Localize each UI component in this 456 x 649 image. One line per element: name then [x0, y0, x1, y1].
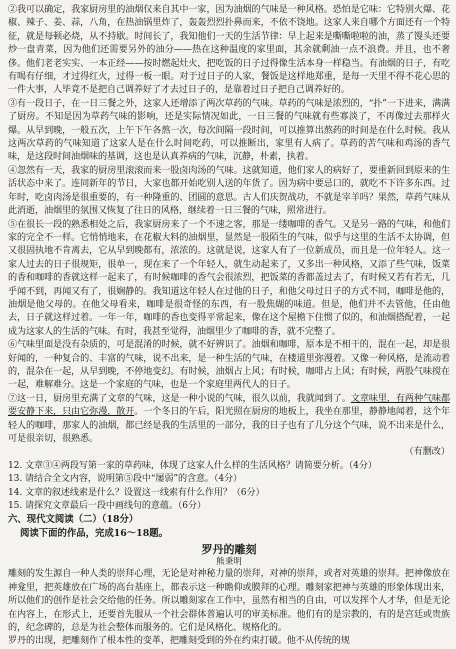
paragraph-5: ⑤在很长一段的熟悉相处之后，我家厨房来了一个不速之客，那是一缕咖啡的香气。又是另一路的气味，和他们家的完全不一样。它悄悄地来，在花椒大料的油烟里，显然是一股陌生的气味，似乎与这里的生活不太协调，但又很固执地不肯离去，它从早到晚都有，浓浓的。这就是说，这家人有了一位新成员，而且是一位年轻人。这一家人过去的日子很规矩，很单一，现在来了一个年轻人，就生动起来了，又多出一种风格，又添了些气味，饭菜的香和咖啡的香就这样一起来了，有时候咖啡的香气会很浓烈，把饭菜的香都盖过去了，有时候又若有若无，几乎闻不到，再闻又有了，很娴静的。我知道这年轻人在过他的日子，和他父母过日子的方式不同，咖啡是他的，油烟是他父母的。在他父母看来，咖啡是很奇怪的东西，有一股焦煳的味道。但是，他们并不去管他，任由他去，日子就这样过着。一年一年，咖啡的香也变得平常起来，像在这个屋檐下住惯了似的，和油烟搭配着，一起成为这家人的生活的气味。有时，我甚至觉得，油烟里少了咖啡的香，就不完整了。 — [8, 219, 450, 337]
section-instruction: 阅读下面的作品，完成16～18题。 — [20, 528, 168, 540]
paragraph-7-lead: ⑦这一日，厨房里充满了文章的气味，这是一种小说的气味，很久以前，我就闻到了。 — [8, 393, 351, 404]
question-12: 12. 文章③④两段写第一家的草药味，体现了这家人什么样的生活风格？请简要分析。（4分） — [8, 460, 377, 471]
article-title: 罗丹的雕刻 — [201, 543, 257, 557]
paragraph-2: ②我可以确定，我家厨房里的油烟仅来自其中一家，因为油烟的气味是一种风格。恐怕是它味：它特别火爆、花椒、辣子、姜、蒜，八角，在热油锅里炸了，轰轰烈烈扑鼻而来，不依不饶地。这家人来自哪个方面还有一个特征，就是每顿必烧，从不持歇。时间长了，我知他们一天的生活节律：早上起来是嘶嘶啦啦的油，蒸了馒头还要炒一盘青菜，因为他们还需要另外的油分——热在这种温度的家里面，其余就剩油一点不浪费。并且，也不奢侈。他们老老实实、一本正经——按时燃起灶火，把吃饭的日子过得像生活本身一样稳当。有油烟的日子，有吃有喝有仔细，才过得红火，过得一板一眼。对于过日子的人家，餐饭是这样地郑重，是每一天里不得不花心思的一件大事，人毕竟不是把自己调养好了才去过日子的，是靠着过日子把自己调养好的。 — [8, 5, 450, 96]
article-author: 熊秉明 — [216, 557, 242, 568]
article-paragraph-2: 罗丹的出现，把雕刻作了根本性的变革，把雕刻受到的外在约束打破。他不从传统的规 — [8, 636, 350, 647]
question-13: 13. 请结合全文内容，说明第⑤段中“屡弱”的含意。（4分） — [8, 474, 243, 485]
article-paragraph-1: 雕刻的发生源自一种人类的崇拜心理，无论是对神秘力量的崇拜，对神的崇拜，或者对英雄的崇拜。把神像放在神龛里，把英雄放在广场的高台基座上，都表示这一种瞻仰或膜拜的心理。雕刻家把神与英雄的形象体现出来，所以他们的创作是社会交给他的任务。所以雕刻家在工作中，虽然有相当的自由，可以发挥个人才华，但是无论在内容上，在形式上，还要首先服从一个社会群体普遍认可的审美标准。他们有的是宗教的，有的是宫廷或贵族的，纪念碑的，总是为社会整体而服务的。它们是风格化、规格化的。 — [8, 569, 450, 634]
paragraph-7-tail: 。一个冬日的午后，阳光照在厨房的地板上，我坐在那里，静静地闻着，这个年轻人的咖啡，那家人的油烟，都已经是我的生活里的一部分，我的日子也有了几分这个气味，说不出来是什么，可是很亲切，很熟悉。 — [8, 407, 450, 444]
source-note: （有删改） — [404, 447, 450, 458]
paragraph-4: ④忽然有一天，我家的厨房里滚滚而来一股卤肉汤的气味。这就知道，他们家人的病好了，要重新回到原来的生活状态中来了。连同新年的节日，大家也都开始吃别人送的年货了。因为病中要忌口的，就吃不下许多东西。过年时，吃卤肉汤是很重要的，有一种隆重的、团圆的意思。古人们庆贺战功，不就是宰羊吗？果然，草药气味从此消逝，油烟里的氛围又恢复了往日的风格，继续着一日三餐的气味，照常进行。 — [8, 165, 450, 217]
paragraph-7 — [8, 393, 450, 447]
question-14: 14. 文章的叙述线索是什么？设置这一线索有什么作用？（6分） — [8, 487, 265, 498]
question-15: 15. 请探究文章最后一段中画线句的意蕴。（6分） — [8, 501, 206, 512]
paragraph-3: ③有一段日子，在一日三餐之外，这家人还增添了两次草药的气味。草药的气味是浓烈的，“扑”一下进来，满满了厨房。不知是因为草药气味的影响，还是实际情况如此，一日三餐的气味就有些寡淡了，不再像过去那样火爆。从早到晚，一般五次，上午下午各熬一次，每次间隔一段时间，可以推算出熬药的时间是在什么时候。我从这两次草药的气味知道了这家人是在什么时间吃药，可以推断出，家里有人病了。草药的苦气味和鸡汤的香气味，是这段时间油烟味的基调，这也是认真养病的气味，沉静，朴素，执着。 — [8, 98, 450, 163]
section-heading: 六、现代文阅读（二）（18分） — [8, 514, 139, 526]
paragraph-6: ⑥气味里面是没有杂质的，可是混淆的时候，就不好辨识了。油烟和咖啡，原本是不相干的，混在一起，却是很好闻的，一种复合的、丰富的气味，说不出来，是一种生活的气味，在楼道里弥漫着。又像一种风格，是流动着的，混杂在一起，从早到晚，不停地变幻。有时候，油烟占上风；有时候，咖啡占上风；有时候，两股气味搅在一起，难解难分。这是一个家庭的气味，也是一个家庭里两代人的日子。 — [8, 340, 450, 391]
underlined-sentence: 文章味里，有两种气味都要安静下来，只由它弥漫，散开 — [8, 393, 450, 418]
